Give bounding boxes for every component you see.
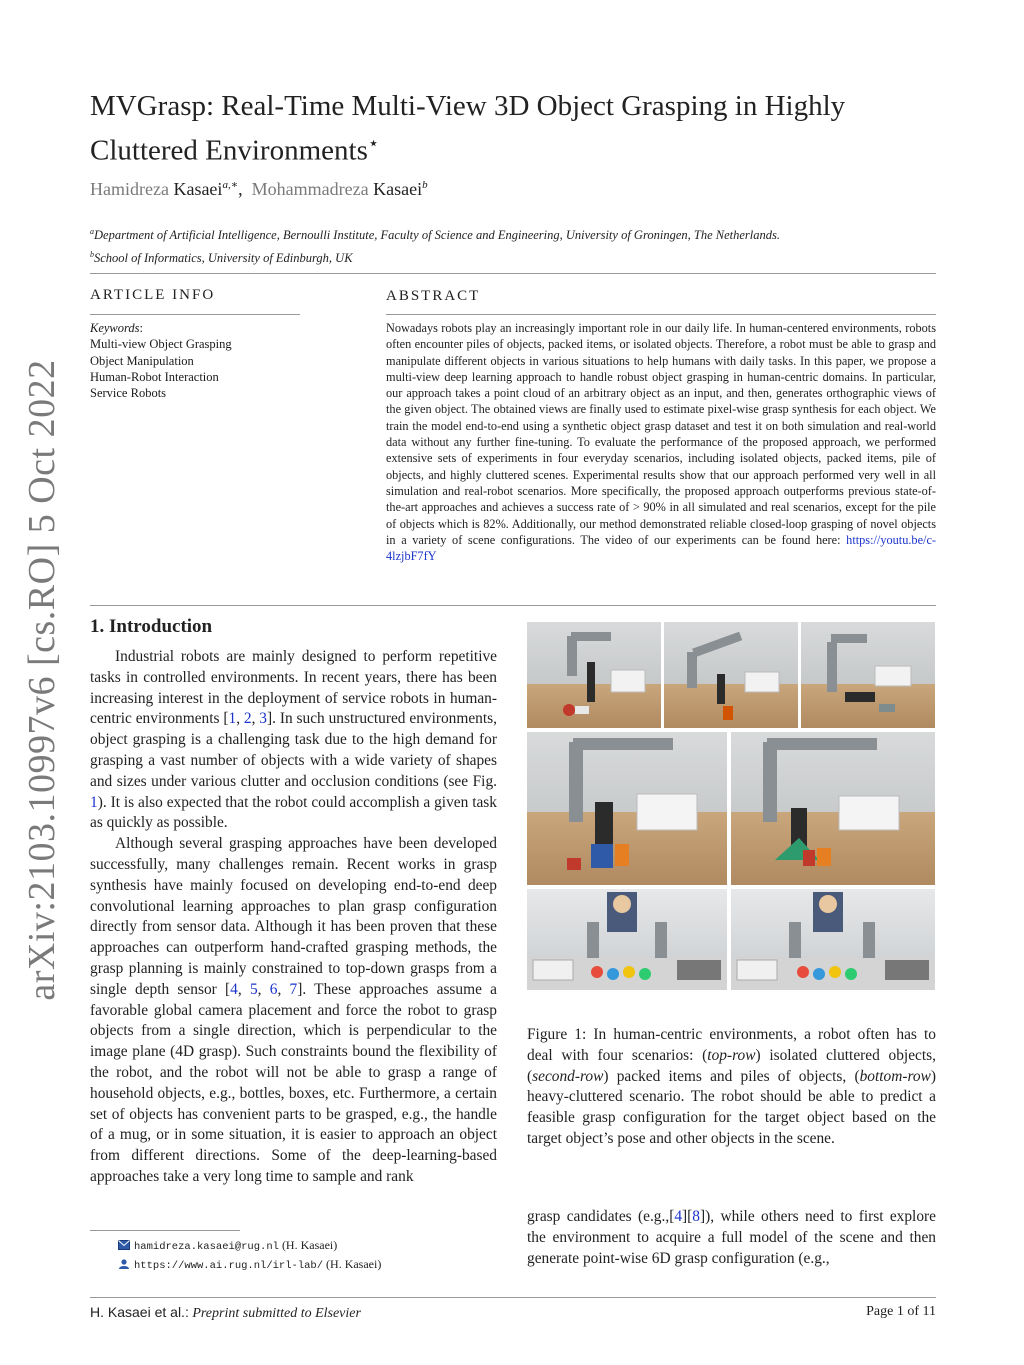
title-footnote-mark: ⋆	[367, 133, 380, 153]
footer-citation: H. Kasaei et al.: Preprint submitted to Elsevier	[90, 1304, 361, 1321]
photo-middle-left	[527, 732, 727, 885]
keywords-block: Keywords: Multi-view Object Grasping Object Manipulation Human-Robot Interaction Service Robots	[90, 320, 300, 401]
citation-link[interactable]: 4	[230, 980, 238, 998]
citation-link[interactable]: 6	[269, 980, 278, 998]
keyword-item: Service Robots	[90, 386, 167, 401]
footnote-email: hamidreza.kasaei@rug.nl (H. Kasaei)	[118, 1238, 337, 1253]
lab-url[interactable]: https://www.ai.rug.nl/irl-lab/	[134, 1260, 324, 1272]
page-number: Page 1 of 11	[866, 1304, 936, 1319]
intro-paragraph-2: Although several grasping approaches have been developed successfully, many challenges remain. Recent works in grasp synthesis have mainly focused on developing end-to-end deep convolutional learning approaches to plan grasp configuration directly from sensor data. Although it has been proven that these approaches can outperform hand-crafted grasping methods, the grasp planning is mainly constrained to top-down grasps from a single depth sensor [4, 5, 6, 7]. These approaches assume a favorable global camera placement and force the robot to grasp objects from a single direction, which is perpendicular to the image plane (4D grasp). Such constraints bound the flexibility of the robot, and the robot will not be able to grasp a range of household objects, e.g., bottles, boxes, etc. Furthermore, a certain set of objects has convenient parts to be grasped, e.g., the handle of a mug, or in some situation, it is easier to approach an object from different directions. Some of the deep-learning-based approaches take a very long time to sample and rank	[90, 835, 497, 1185]
figure-1	[527, 622, 935, 990]
header-divider	[90, 273, 936, 274]
author-1: Hamidreza Kasaei$^{a,∗}$	[90, 179, 239, 199]
abstract-bottom-divider	[90, 605, 936, 606]
article-info-divider	[90, 314, 300, 315]
photo-bottom-right	[731, 889, 935, 990]
photo-top-middle	[664, 622, 798, 728]
keyword-item: Multi-view Object Grasping	[90, 337, 232, 352]
section-heading-introduction: 1. Introduction	[90, 616, 213, 637]
citation-link[interactable]: 3	[259, 710, 267, 728]
citation-link[interactable]: 2	[243, 710, 252, 728]
keywords-label: Keywords	[90, 321, 140, 335]
figure-1-photos	[527, 622, 935, 990]
arxiv-id-text: arXiv:2103.10997v6 [cs.RO] 5 Oct 2022	[21, 359, 63, 1001]
abstract-divider	[386, 314, 936, 315]
abstract-heading: ABSTRACT	[386, 288, 481, 304]
author-2: Mohammadreza Kasaei$^b$	[251, 179, 428, 199]
keyword-item: Object Manipulation	[90, 353, 194, 368]
photo-top-left	[527, 622, 661, 728]
affiliation-b: $^b$School of Informatics, University of Edinburgh, UK	[90, 250, 353, 266]
abstract-text: Nowadays robots play an increasingly important role in our daily life. In human-centered environments, robots often encounter piles of objects, packed items, or isolated objects. Therefore, a robot must be able to grasp and manipulate different objects in various situations to help humans with daily tasks. In this paper, we propose a multi-view deep learning approach to handle robust object grasping in human-centric domains. In particular, our approach takes a point cloud of an arbitrary object as an input, and then, generates orthographic views of the given object. The obtained views are finally used to estimate pixel-wise grasp synthesis for each object. We train the model end-to-end using a synthetic object grasp dataset and test it on both simulation and real-world data without any further fine-tuning. To evaluate the performance of the proposed approach, we performed extensive sets of experiments in four everyday scenarios, including isolated objects, packed items, pile of objects, and highly cluttered scenes. Experimental results show that our approach performed very well in all simulation and real-robot scenarios. More specifically, the proposed approach outperforms previous state-of-the-art approaches and achieves a success rate of > 90% in all simulated and real scenarios, except for the pile of objects which is 82%. Additionally, our method demonstrated reliable closed-loop grasping of novel objects in a variety of scene configurations. The video of our experiments can be found here: https://youtu.be/c-4lzjbF7fY	[386, 321, 936, 564]
figure-ref-link[interactable]: 1	[90, 793, 98, 811]
arxiv-side-stamp	[14, 359, 70, 1001]
footnote-url: https://www.ai.rug.nl/irl-lab/ (H. Kasaei)	[118, 1257, 381, 1272]
citation-link[interactable]: 1	[228, 710, 237, 728]
photo-top-right	[801, 622, 935, 728]
citation-link[interactable]: 7	[289, 980, 298, 998]
email-address[interactable]: hamidreza.kasaei@rug.nl	[134, 1241, 279, 1253]
affiliation-a: $^a$Department of Artificial Intelligence, Bernoulli Institute, Faculty of Science and Engineering, University of Groningen, The Netherlands.	[90, 227, 780, 243]
article-info-heading: ARTICLE INFO	[90, 287, 216, 303]
citation-link[interactable]: 5	[249, 980, 258, 998]
person-icon	[118, 1259, 130, 1269]
intro-right-column: grasp candidates (e.g.,[4][8]), while others need to first explore the environment to acquire a full model of the scene and then generate point-wise 6D grasp configuration (e.g.,	[527, 1208, 936, 1267]
video-link[interactable]: https://youtu.be/c-4lzjbF7fY	[386, 532, 936, 564]
photo-bottom-left	[527, 889, 727, 990]
intro-left-column	[90, 647, 497, 1188]
affiliations	[90, 222, 950, 268]
footer-divider	[90, 1297, 936, 1298]
envelope-icon	[118, 1240, 130, 1250]
photo-middle-right	[731, 732, 935, 885]
citation-link[interactable]: 4	[674, 1208, 683, 1225]
figure-1-caption: Figure 1: In human-centric environments, a robot often has to deal with four scenarios: (top-row) isolated cluttered objects, (second-row) packed items and piles of objects, (bottom-row) heavy-cluttered scenario. The robot should be able to predict a feasible grasp configuration for the target object based on the target object’s pose and other objects in the scene.	[527, 1026, 936, 1147]
intro-paragraph-1: Industrial robots are mainly designed to perform repetitive tasks in controlled environments. In recent years, there has been increasing interest in the deployment of service robots in human-centric environments [1, 2, 3]. In such unstructured environments, object grasping is a challenging task due to the high demand for grasping a vast number of objects with a wide variety of shapes and sizes under various clutter and occlusion conditions (see Fig. 1). It is also expected that the robot could accomplish a given task as quickly as possible.	[90, 648, 497, 832]
citation-link[interactable]: 8	[692, 1208, 700, 1225]
paper-title: MVGrasp: Real-Time Multi-View 3D Object Grasping in Highly Cluttered Environments⋆	[90, 90, 846, 167]
footnote-divider	[90, 1230, 240, 1231]
author-list: Hamidreza Kasaei$^{a,∗}$, Mohammadreza Kasaei$^b$	[90, 179, 428, 199]
keyword-item: Human-Robot Interaction	[90, 369, 219, 384]
